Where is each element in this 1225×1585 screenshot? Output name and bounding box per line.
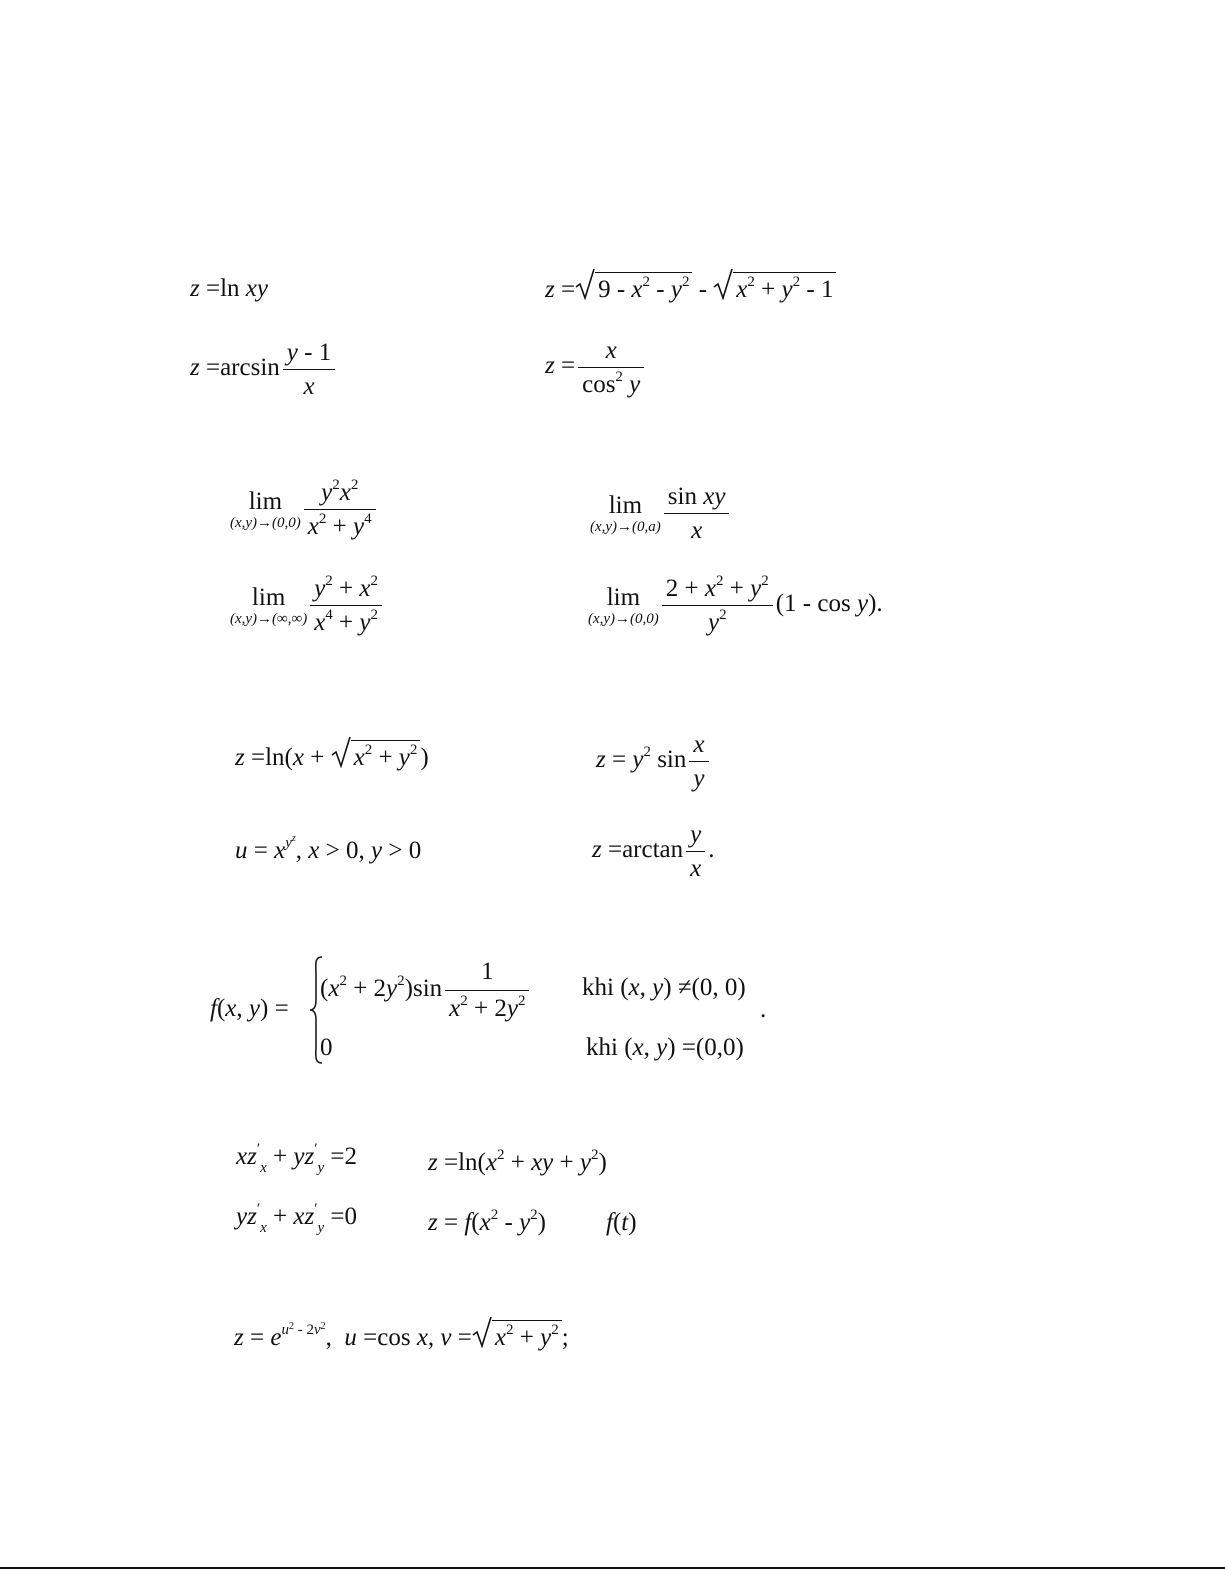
piecewise-case1-cond: khi (x, y) ≠(0, 0) xyxy=(582,974,746,1001)
derivative-eq-4: z =arctan $\frac{y}{x}$ . xyxy=(592,821,715,882)
limit-eq-1: lim (x,y)→(0,0) $\frac{y^2x^2}{x^2 + y^4}$ xyxy=(230,480,379,539)
pde-eq-1: $xz'_x + yz'_y =2$ xyxy=(236,1141,358,1176)
limit-eq-3: lim (x,y)→(∞,∞) $\frac{y^2 + x^2}{x^4 + y^2}$ xyxy=(230,576,385,635)
pde-eq-1-function: $z =\ln(x^2$ + xy + $y^2$) xyxy=(428,1147,607,1176)
derivative-eq-2: $z = y^2$ sin $\frac{x}{y}$ xyxy=(596,732,712,791)
domain-eq-4: z = $\frac{x}{\cos^2 y}$ xyxy=(545,338,647,397)
domain-eq-3: z =arcsin $\frac{y - 1}{x}$ xyxy=(190,340,338,399)
piecewise-case2-expr: 0 xyxy=(320,1034,333,1061)
pde-eq-2-note: f(t) xyxy=(606,1209,637,1236)
piecewise-lhs: f(x, y) = xyxy=(210,995,289,1022)
limit-eq-2: lim (x,y)→(0,a) $\frac{\text{sin xy}}{x}$ xyxy=(590,484,732,543)
chain-rule-eq: $z = e^{u^2 - 2v^2}$, u =cos x, v = $x^2 + y^2$ ; xyxy=(234,1320,569,1350)
derivative-eq-3: $u = x^{y^z}$, x > 0, y > 0 xyxy=(235,833,422,864)
limit-eq-4: lim (x,y)→(0,0) $\frac{2 + x^2 + y^2}{y^2}$ (1 - cos y). xyxy=(588,573,883,636)
domain-eq-1: z =ln xy xyxy=(190,275,268,302)
pde-eq-2: $yz'_x + xz'_y =0$ xyxy=(236,1201,358,1236)
page-bottom-rule xyxy=(0,1567,1225,1569)
derivative-eq-1: z =ln(x + $x^2 + y^2$ ) xyxy=(235,740,429,770)
piecewise-case2-cond: khi (x, y) =(0,0) xyxy=(586,1034,744,1061)
domain-eq-2: z = $9 - x^2 - y^2$ - $x^2 + y^2 - 1$ xyxy=(545,272,836,302)
pde-eq-2-function: $z = f(x^2 - y^2)$ xyxy=(428,1207,546,1236)
piecewise-period: . xyxy=(760,996,767,1023)
piecewise-case1-expr: $(x^2 + 2y^2)\sin$ $\frac{1}{x^2 + 2y^2}$ xyxy=(320,958,532,1023)
